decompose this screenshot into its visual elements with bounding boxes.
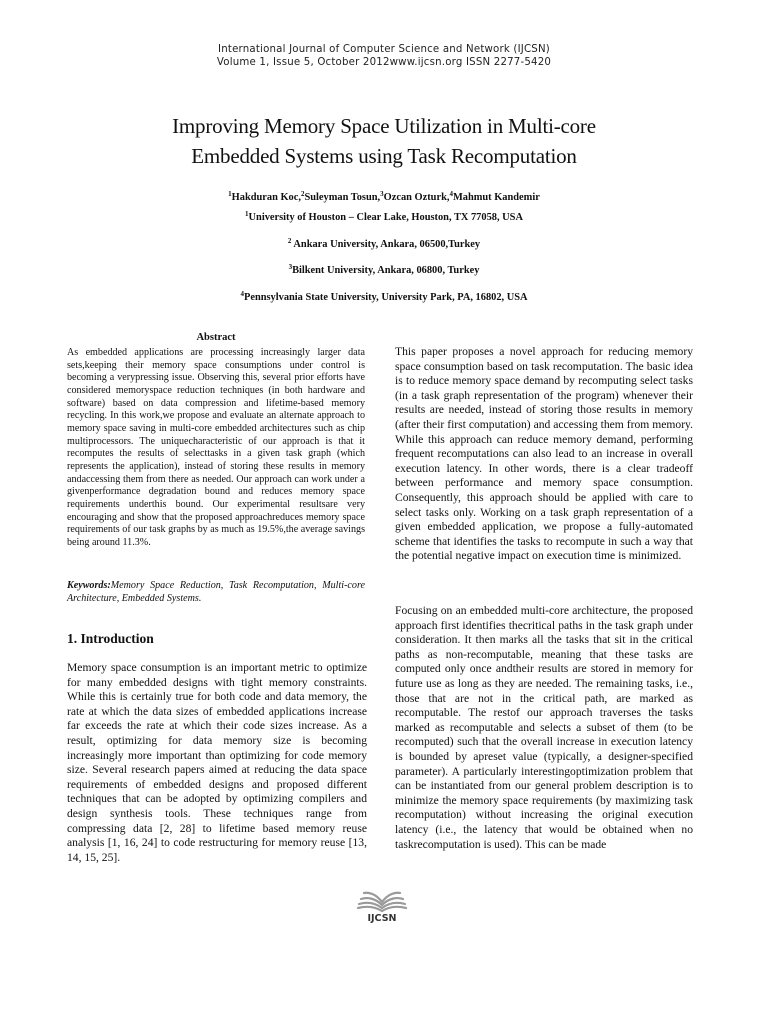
affiliation-4 <box>0 290 768 303</box>
abstract-heading: Abstract <box>196 332 236 343</box>
journal-logo-text: IJCSN <box>367 913 397 924</box>
affiliation-2 <box>0 237 768 250</box>
abstract-body: As embedded applications are processing increasingly larger data sets,keeping their memory space consumptions under control is becoming a verypressing issue. Observing this, several prior efforts have considered memoryspace reduction techniques (in both hardware and software) based on data compression and lifetime-based memory recycling. In this work,we propose and evaluate an alternate approach to memory space saving in multi-core embedded architectures such as chip multiprocessors. The uniquecharacteristic of our approach is that it recomputes the results of selecttasks in a given task graph (which represents the application), instead of storing these results in memory andaccessing them from there as needed. Our approach can work under a givenperformance degradation bound and reduces memory space requirements underthis bound. Our experimental resultsare very encouraging and show that the proposed approachreduces memory space requirements of our task graphs by as much as 19.5%,the average savings being around 11.3%. <box>67 347 365 548</box>
affiliation-text: Ankara University, Ankara, 06500,Turkey <box>291 239 481 250</box>
right-column-paragraph-1: This paper proposes a novel approach for reducing memory space consumption based on task recomputation. The basic idea is to reduce memory space demand by recomputing select tasks (in a task graph representation of the program) whenever their results are needed, instead of storing those results in memory (after their first computation) and accessing them from memory. While this approach can reduce memory demand, performing frequent recomputations can also lead to an increase in overall execution latency. In other words, there is a clear tradeoff between performance and memory space consumption. Consequently, this approach should be applied with care to select tasks only. Working on a task graph representation of a given embedded application, we propose a fully-automated scheme that identifies the tasks to recompute in such a way that the potential negative impact on execution time is minimized. <box>395 345 693 563</box>
right-column-paragraph-2: Focusing on an embedded multi-core architecture, the proposed approach first identifies thecritical paths in the task graph under consideration. It then marks all the tasks that sit in the critical paths as non-recomputable, meaning that these tasks are computed only once andtheir results are stored in memory for future use as long as they are needed. The remaining tasks, i.e., those that are not in the critical path, are marked as recomputable. The restof our approach traverses the tasks marked as recomputable and selects a subset of them (to be recomputed) such that the overall increase in execution latency is bounded by apreset value (typically, a designer-specified parameter). A particularly interestingoptimization problem that can be instantiated from our general problem description is to minimize the memory space requirements (by maximizing task recomputation) without increasing the original execution latency (i.e., the latency that would be obtained when no taskrecomputation is used). This can be made <box>395 604 693 851</box>
affiliation-text: Pennsylvania State University, University Park, PA, 16802, USA <box>243 292 528 303</box>
introduction-body: Memory space consumption is an important metric to optimize for many embedded designs with tight memory constraints. While this is certainly true for both code and data memory, the rate at which the data sizes of embedded applications increase far exceeds the rate at which their code sizes increase. As a result, optimizing for data memory size is becoming increasingly more important than optimizing for code memory size. Several research papers aimed at reducing the data space requirements of embedded designs and proposed different techniques that can be adopted by optimizing compilers and design synthesis tools. These techniques range from compressing data [2, 28] to lifetime based memory reuse analysis [1, 16, 24] to code restructuring for memory reuse [13, 14, 15, 25]. <box>67 661 367 864</box>
author-sup: 3 <box>380 190 384 198</box>
author-name: Hakduran Koc, <box>231 192 301 203</box>
affiliation-sup: 2 <box>287 237 292 245</box>
affiliation-sup: 3 <box>288 263 293 271</box>
affiliation-sup: 4 <box>240 290 244 298</box>
author-sup: 4 <box>449 190 453 198</box>
author-sup: 1 <box>228 190 232 198</box>
journal-header-line1: International Journal of Computer Science and Network (IJCSN) <box>218 44 550 55</box>
keywords-label: Keywords: <box>67 580 111 591</box>
open-book-icon <box>347 875 417 935</box>
affiliation-text: Bilkent University, Ankara, 06800, Turkey <box>292 265 480 276</box>
affiliation-3 <box>0 263 768 276</box>
paper-title-line2: Embedded Systems using Task Recomputation <box>191 144 577 168</box>
author-name: Mahmut Kandemir <box>452 192 540 203</box>
keywords <box>67 580 365 605</box>
journal-header-line2: Volume 1, Issue 5, October 2012www.ijcsn.org ISSN 2277-5420 <box>216 57 552 68</box>
affiliation-text: University of Houston – Clear Lake, Houston, TX 77058, USA <box>248 212 523 223</box>
affiliation-1 <box>0 210 768 223</box>
author-sup: 2 <box>300 190 305 198</box>
author-name: Ozcan Ozturk, <box>383 192 450 203</box>
paper-title-line1: Improving Memory Space Utilization in Multi-core <box>172 114 596 138</box>
keywords-text: Memory Space Reduction, Task Recomputation, Multi-core Architecture, Embedded Systems. <box>67 580 365 604</box>
author-list <box>0 190 768 203</box>
author-name: Suleyman Tosun, <box>304 192 381 203</box>
section-heading-introduction: 1. Introduction <box>67 631 154 646</box>
affiliation-sup: 1 <box>245 210 249 218</box>
